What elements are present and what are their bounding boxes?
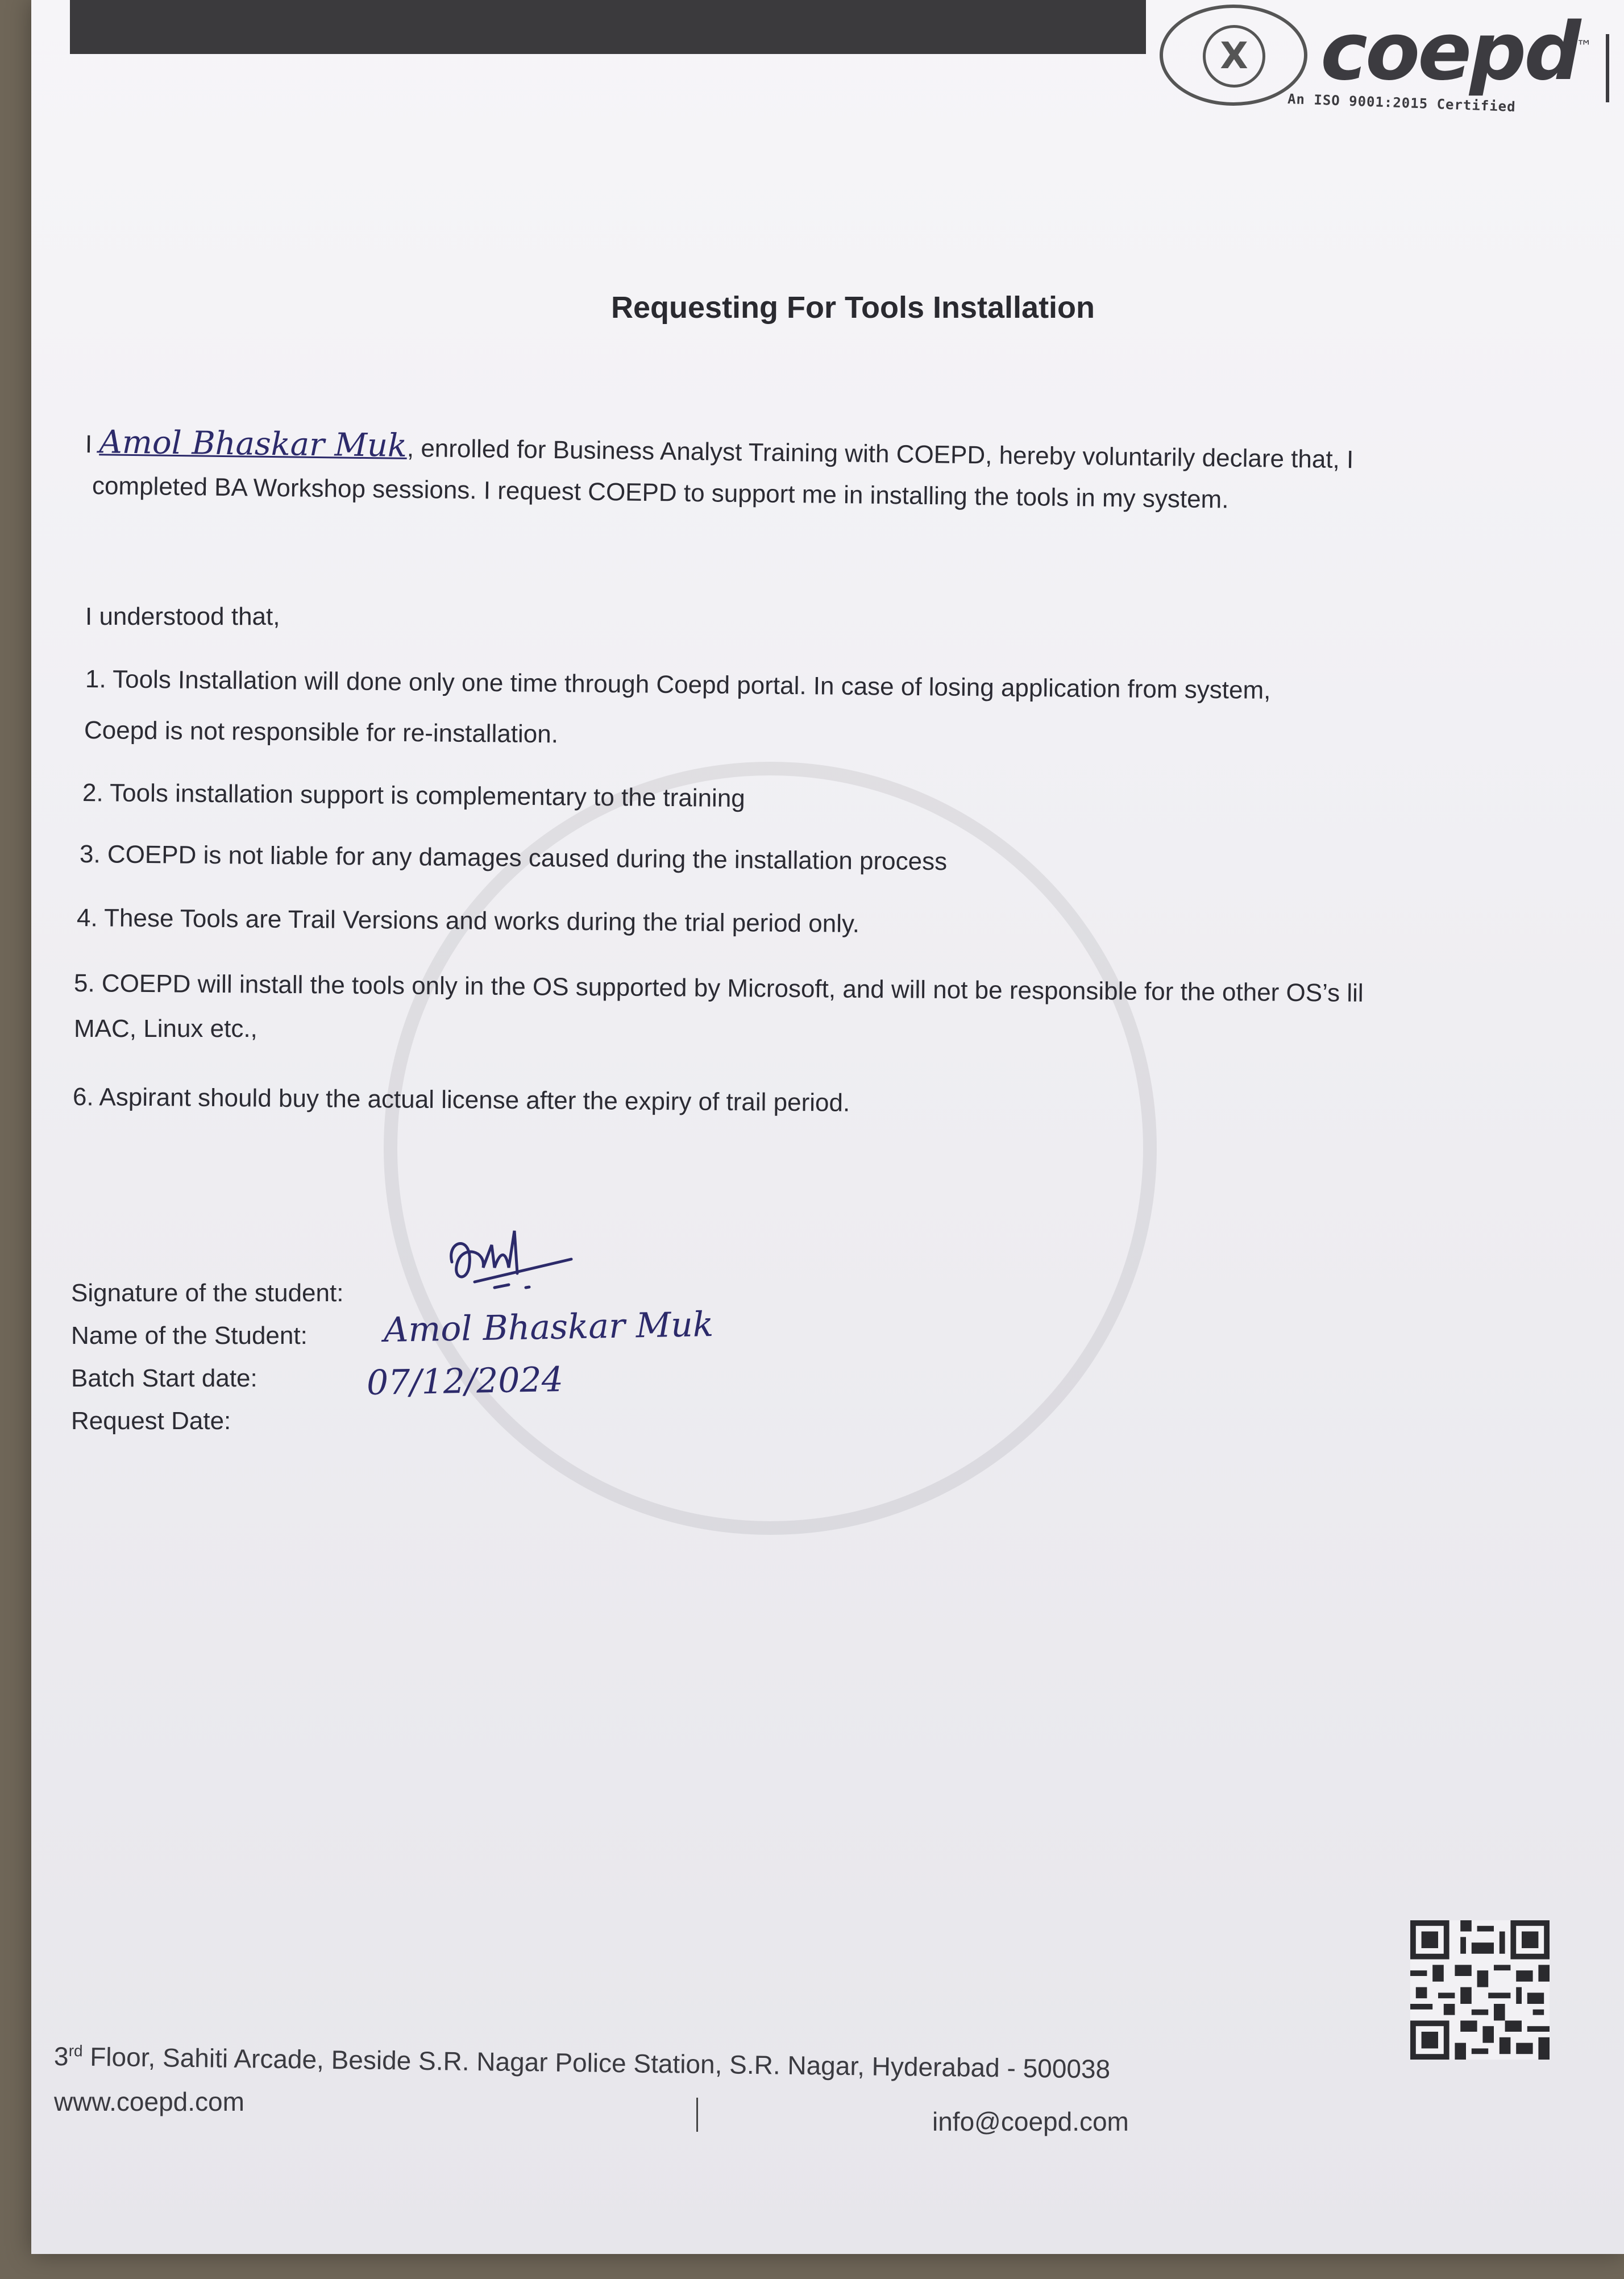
footer-address-text: Floor, Sahiti Arcade, Beside S.R. Nagar Police Station, S.R. Nagar, Hyderabad - 500038	[82, 2041, 1111, 2084]
declaration-prefix: I	[85, 430, 93, 459]
point-5-line-2: MAC, Linux etc.,	[74, 1015, 257, 1043]
name-label: Name of the Student:	[71, 1322, 308, 1350]
point-5-line-1: 5. COEPD will install the tools only in the OS supported by Microsoft, and will not be responsible for the other OS’s lil	[73, 969, 1364, 1007]
batch-start-value: 07/12/2024	[366, 1359, 564, 1404]
iso-certification: An ISO 9001:2015 Certified	[1287, 90, 1517, 115]
page-title: Requesting For Tools Installation	[611, 290, 1095, 325]
student-name-value: Amol Bhaskar Muk	[383, 1304, 714, 1351]
footer-website[interactable]: www.coepd.com	[54, 2087, 244, 2116]
point-1-line-2: Coepd is not responsible for re-installation.	[84, 716, 559, 749]
point-4: 4. These Tools are Trail Versions and works during the trial period only.	[76, 904, 860, 938]
footer-floor-number: 3	[53, 2041, 69, 2072]
request-date-label: Request Date:	[71, 1407, 231, 1435]
point-2: 2. Tools installation support is complementary to the training	[82, 779, 745, 813]
point-6: 6. Aspirant should buy the actual license after the expiry of trail period.	[72, 1083, 850, 1117]
footer-floor-suffix: rd	[68, 2041, 83, 2060]
declaration-line-1-text: , enrolled for Business Analyst Training with COEPD, hereby voluntarily declare that, I	[406, 434, 1354, 474]
document-page	[31, 0, 1624, 2254]
understood-heading: I understood that,	[85, 603, 280, 630]
point-1-line-1: 1. Tools Installation will done only one time through Coepd portal. In case of losing application from system,	[85, 665, 1271, 705]
footer-email[interactable]: info@coepd.com	[932, 2107, 1129, 2136]
declaration-line-1	[85, 424, 1354, 476]
footer-divider	[696, 2098, 698, 2132]
handwritten-student-name: Amol Bhaskar Muk	[99, 424, 408, 464]
batch-start-label: Batch Start date:	[71, 1364, 257, 1392]
footer-address	[54, 2041, 1111, 2085]
signature-label: Signature of the student:	[71, 1279, 344, 1307]
student-signature	[441, 1228, 577, 1296]
logo-emblem-mark: X	[1203, 25, 1265, 88]
brand-logo: coepd	[1320, 6, 1579, 98]
qr-code	[1410, 1920, 1550, 2060]
declaration-line-2: completed BA Workshop sessions. I request COEPD to support me in installing the tools in my system.	[92, 472, 1229, 514]
point-3: 3. COEPD is not liable for any damages caused during the installation process	[79, 840, 948, 876]
trademark-mark: ™	[1576, 37, 1592, 56]
